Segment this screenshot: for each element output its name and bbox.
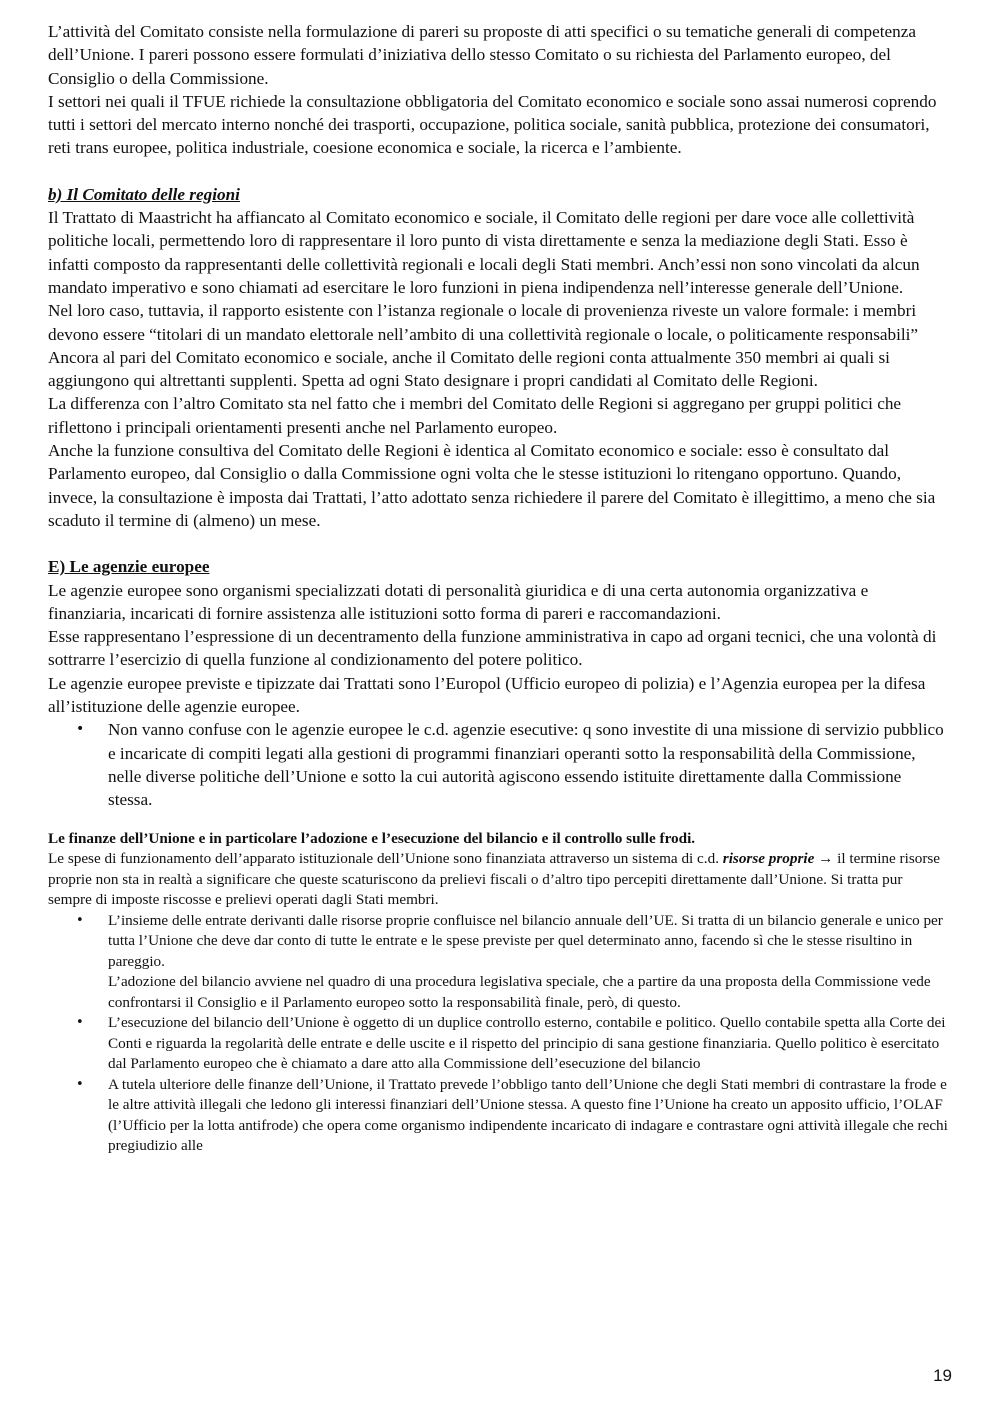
agenzie-paragraph-3: Le agenzie europee previste e tipizzate dai Trattati sono l’Europol (Ufficio europeo di polizia) e l’Agenzia europea per la difesa all’istituzione delle agenzie europee. — [48, 673, 926, 717]
finanze-bullet-1-text: L’insieme delle entrate derivanti dalle risorse proprie confluisce nel bilancio annuale dell’UE. Si tratta di un bilancio generale e unico per tutta l’Unione che deve dar conto di tutte le entrate e le spese previste per quel determinato anno, facendo sì che le stesse risultino in pareggio. — [108, 911, 943, 970]
agenzie-bullet-text: Non vanno confuse con le agenzie europee le c.d. agenzie esecutive: q sono investite di una missione di servizio pubblico e incaricate di compiti legati alla gestioni di programmi finanziari operanti sotto la responsabilità della Commissione, nelle diverse politiche dell’Unione e sotto la cui autorità agiscono essendo istituite direttamente dalla Commissione stessa. — [108, 720, 944, 810]
agenzie-bullet-list — [48, 718, 948, 811]
bullet-icon: • — [76, 1076, 84, 1092]
regioni-paragraph-3: Ancora al pari del Comitato economico e sociale, anche il Comitato delle regioni conta attualmente 350 membri ai quali si aggiungono qui altrettanti supplenti. Spetta ad ogni Stato designare i propri candidati al Comitato delle Regioni. — [48, 347, 890, 391]
bullet-icon: • — [76, 912, 84, 928]
section-heading-finanze: Le finanze dell’Unione e in particolare l’adozione e l’esecuzione del bilancio e il controllo sulle frodi. — [48, 829, 696, 847]
finanze-bullet-list — [48, 911, 948, 1157]
list-item — [48, 1075, 948, 1157]
document-page — [48, 20, 948, 1157]
finanze-bullet-1-continuation: L’adozione del bilancio avviene nel quadro di una procedura legislativa speciale, che a partire da una proposta della Commissione vede confrontarsi il Consiglio e il Parlamento europeo sotto la responsabilità finale, però, di questo. — [108, 973, 931, 1011]
regioni-paragraph-2: Nel loro caso, tuttavia, il rapporto esistente con l’istanza regionale o locale di provenienza riveste un valore formale: i membri devono essere “titolari di un mandato elettorale nell’ambito di una collettività regionale o locale, o politicamente responsabili” — [48, 301, 919, 344]
list-item — [48, 911, 948, 1014]
list-item — [48, 718, 948, 811]
regioni-paragraph-1: Il Trattato di Maastricht ha affiancato al Comitato economico e sociale, il Comitato delle regioni per dare voce alle collettività politiche locali, permettendo loro di rappresentare il loro punto di vista direttamente e senza la mediazione degli Stati. Esso è infatti composto da rappresentanti delle collettività regionali e locali degli Stati membri. Anch’essi non sono vincolati da alcun mandato imperativo e sono chiamati ad esercitare le loro funzioni in piena indipendenza nell’interesse generale dell’Unione. — [48, 208, 920, 297]
risorse-proprie-term: risorse proprie — [722, 850, 815, 867]
agenzie-paragraph-1: Le agenzie europee sono organismi specializzati dotati di personalità giuridica e di una certa autonomia organizzativa e finanziaria, incaricati di fornire assistenza alle istituzioni sotto forma di pareri e raccomandazioni. — [48, 580, 869, 623]
intro-paragraph-1: L’attività del Comitato consiste nella formulazione di pareri su proposte di atti specifici o su tematiche generali di competenza dell’Unione. I pareri possono essere formulati d’iniziativa dello stesso Comitato o su richiesta del Parlamento europeo, del Consiglio o della Commissione. — [48, 22, 917, 88]
regioni-paragraph-4: La differenza con l’altro Comitato sta nel fatto che i membri del Comitato delle Regioni si aggregano per gruppi politici che riflettono i principali orientamenti presenti anche nel Parlamento europeo. — [48, 394, 902, 437]
bullet-icon: • — [76, 721, 85, 738]
bullet-icon: • — [76, 1015, 84, 1030]
agenzie-paragraph-2: Esse rappresentano l’espressione di un decentramento della funzione amministrativa in capo ad organi tecnici, che una volontà di sottrarre l’esercizio di quella funzione al condizionamento del potere politico. — [48, 627, 937, 670]
section-heading-comitato-regioni: b) Il Comitato delle regioni — [48, 184, 240, 204]
intro-paragraph-2: I settori nei quali il TFUE richiede la consultazione obbligatoria del Comitato economico e sociale sono assai numerosi coprendo tutti i settori del mercato interno nonché dei trasporti, occupazione, politica sociale, sanità pubblica, protezione dei consumatori, reti trans europee, politica industriale, coesione economica e sociale, la ricerca e l’ambiente. — [48, 91, 937, 158]
finanze-paragraph-1 — [48, 849, 948, 911]
list-item — [48, 1013, 948, 1075]
finanze-bullet-2-text: L’esecuzione del bilancio dell’Unione è oggetto di un duplice controllo esterno, contabile e politico. Quello contabile spetta alla Corte dei Conti e riguarda la regolarità delle entrate e delle uscite e il rispetto del principio di sana gestione finanziaria. Quello politico è esercitato dal Parlamento europeo che è chiamato a dare atto alla Commissione dell’esecuzione del bilancio — [108, 1014, 946, 1072]
finanze-p1-end: → il termine risorse proprie non sta in realtà a significare che queste scaturiscono da prelievi fiscali o d’altro tipo percepiti direttamente dall’Unione. Si tratta pur sempre di imposte riscosse e prelievi operati dagli Stati membri. — [48, 850, 941, 908]
page-number: 19 — [933, 1366, 952, 1385]
finanze-p1-start: Le spese di funzionamento dell’apparato istituzionale dell’Unione sono finanziata attraverso un sistema di c.d. — [48, 850, 723, 867]
regioni-paragraph-5: Anche la funzione consultiva del Comitato delle Regioni è identica al Comitato economico e sociale: esso è consultato dal Parlamento europeo, dal Consiglio o dalla Commissione ogni volta che le stesse istituzioni lo ritengano opportuno. Quando, invece, la consultazione è imposta dai Trattati, l’atto adottato senza richiedere il parere del Comitato è illegittimo, a meno che sia scaduto il termine di (almeno) un mese. — [48, 441, 936, 530]
finanze-bullet-3-text: A tutela ulteriore delle finanze dell’Unione, il Trattato prevede l’obbligo tanto dell’Unione che degli Stati membri di contrastare la frode e le altre attività illegali che ledono gli interessi finanziari dell’Unione stessa. A questo fine l’Unione ha creato un apposito ufficio, l’OLAF (l’Ufficio per la lotta antifrode) che opera come organismo indipendente incaricato di indagare e contrastare ogni attività illegale che rechi pregiudizio alle — [108, 1075, 948, 1154]
section-heading-agenzie: E) Le agenzie europee — [48, 557, 210, 577]
